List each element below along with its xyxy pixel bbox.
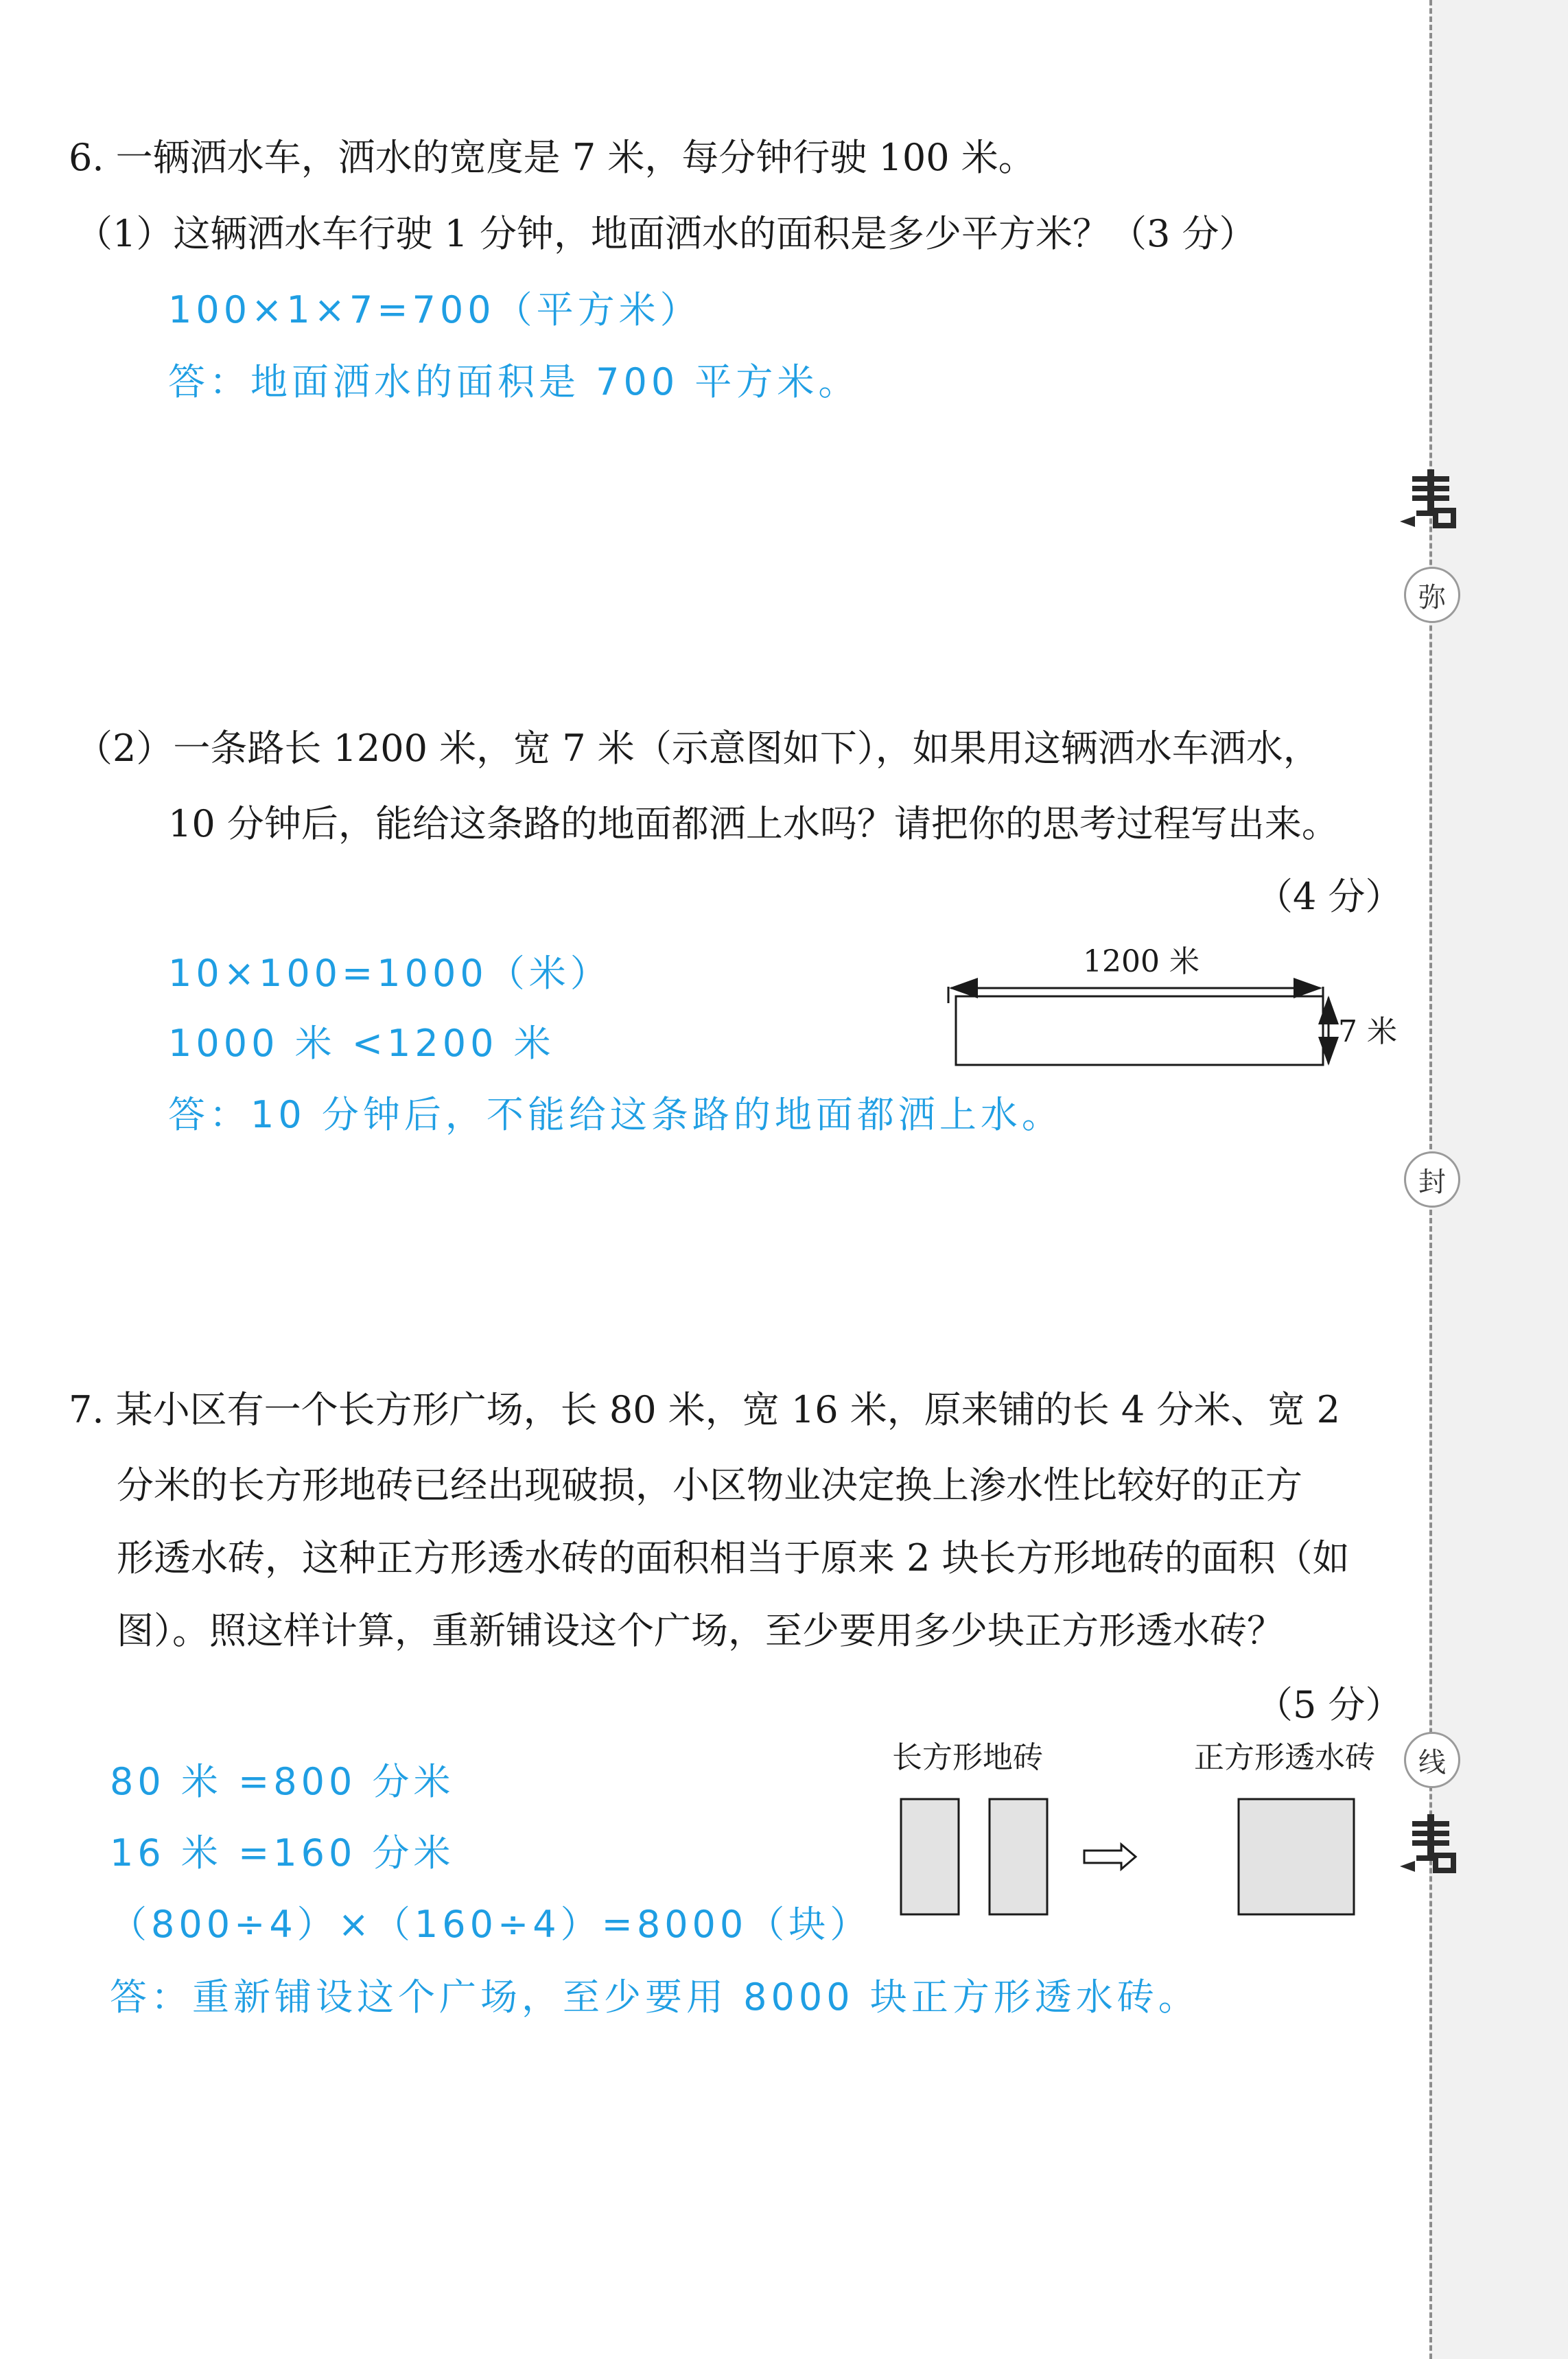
q7-answer-2: 16 米 =160 分米	[110, 1831, 455, 1875]
seal-xian-text: 线	[1418, 1746, 1446, 1779]
q6-part1-answer-2: 答：地面洒水的面积是 700 平方米。	[168, 360, 860, 403]
q6-stem: 6. 一辆洒水车，洒水的宽度是 7 米，每分钟行驶 100 米。	[69, 136, 1035, 179]
seal-mi	[1404, 567, 1460, 623]
square-tile-label: 正方形透水砖	[1194, 1740, 1375, 1775]
q6-part2-score: （4 分）	[1256, 875, 1403, 918]
q6-part1-answer-1: 100×1×7=700（平方米）	[168, 288, 701, 331]
q6-part2-question-1: （2）一条路长 1200 米，宽 7 米（示意图如下），如果用这辆洒水车洒水，	[75, 727, 1320, 770]
q6-part2-answer-1: 10×100=1000（米）	[168, 952, 611, 995]
q6-part2-answer-2: 1000 米 <1200 米	[168, 1022, 555, 1065]
q6-part2-question-2: 10 分钟后，能给这条路的地面都洒上水吗？请把你的思考过程写出来。	[168, 802, 1339, 845]
q7-answer-1: 80 米 =800 分米	[110, 1760, 455, 1803]
road-length-label: 1200 米	[1083, 944, 1200, 979]
seal-feng	[1404, 1151, 1460, 1208]
q7-stem-4: 图）。照这样计算，重新铺设这个广场，至少要用多少块正方形透水砖？	[117, 1609, 1284, 1652]
q7-answer-3: （800÷4）×（160÷4）=8000（块）	[110, 1903, 871, 1946]
road-width-label: 7 米	[1338, 1014, 1397, 1049]
seal-feng-text: 封	[1418, 1166, 1446, 1198]
seal-xian	[1404, 1732, 1460, 1788]
q6-part2-answer-3: 答：10 分钟后，不能给这条路的地面都洒上水。	[168, 1093, 1063, 1136]
rect-tile-label: 长方形地砖	[892, 1740, 1043, 1775]
seal-mi-text: 弥	[1418, 581, 1446, 613]
q7-stem-2: 分米的长方形地砖已经出现破损，小区物业决定换上渗水性比较好的正方	[117, 1464, 1302, 1507]
q6-part1-question: （1）这辆洒水车行驶 1 分钟，地面洒水的面积是多少平方米？（3 分）	[75, 212, 1256, 255]
q7-score: （5 分）	[1256, 1683, 1403, 1726]
q7-stem-1: 7. 某小区有一个长方形广场，长 80 米，宽 16 米，原来铺的长 4 分米、宽 2	[69, 1388, 1340, 1431]
scissors-icon	[1400, 467, 1462, 542]
q7-stem-3: 形透水砖，这种正方形透水砖的面积相当于原来 2 块长方形地砖的面积（如	[117, 1536, 1350, 1580]
scissors-icon	[1400, 1811, 1462, 1887]
road-diagram	[947, 940, 1414, 1077]
tile-diagram-drawing	[885, 1736, 1407, 1928]
q7-answer-4: 答：重新铺设这个广场，至少要用 8000 块正方形透水砖。	[110, 1975, 1200, 2019]
tile-diagram	[885, 1736, 1407, 1928]
